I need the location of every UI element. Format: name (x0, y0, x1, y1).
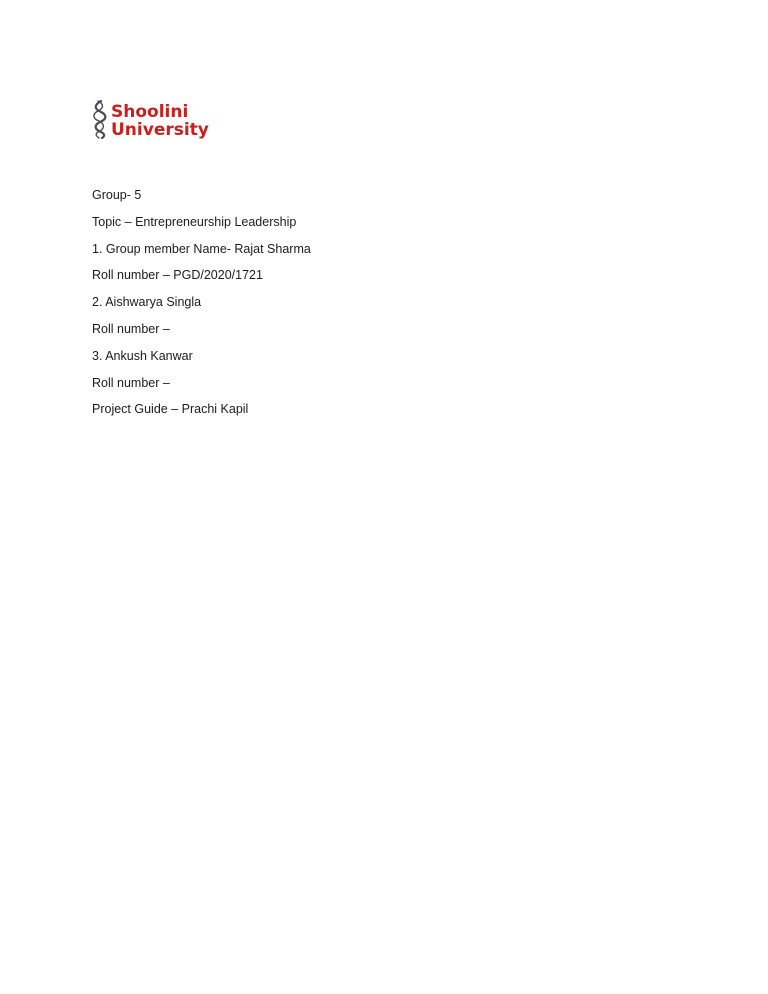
group-number-line: Group- 5 (92, 188, 142, 202)
member-1-name-line: 1. Group member Name- Rajat Sharma (92, 241, 311, 256)
university-logo (92, 99, 252, 139)
helix-emblem-icon (94, 101, 105, 138)
logo-line2: University (111, 120, 209, 139)
topic-line: Topic – Entrepreneurship Leadership (92, 214, 297, 229)
project-guide-line: Project Guide – Prachi Kapil (92, 402, 249, 417)
member-3-name-line: 3. Ankush Kanwar (92, 348, 193, 363)
shoolini-logo-graphic (92, 99, 252, 139)
logo-line1: Shoolini (111, 102, 189, 122)
member-3-roll-line: Roll number – (92, 375, 170, 390)
document-body (92, 188, 692, 429)
member-1-roll-line: Roll number – PGD/2020/1721 (92, 268, 263, 283)
member-2-name-line: 2. Aishwarya Singla (92, 295, 202, 310)
member-2-roll-line: Roll number – (92, 321, 170, 336)
